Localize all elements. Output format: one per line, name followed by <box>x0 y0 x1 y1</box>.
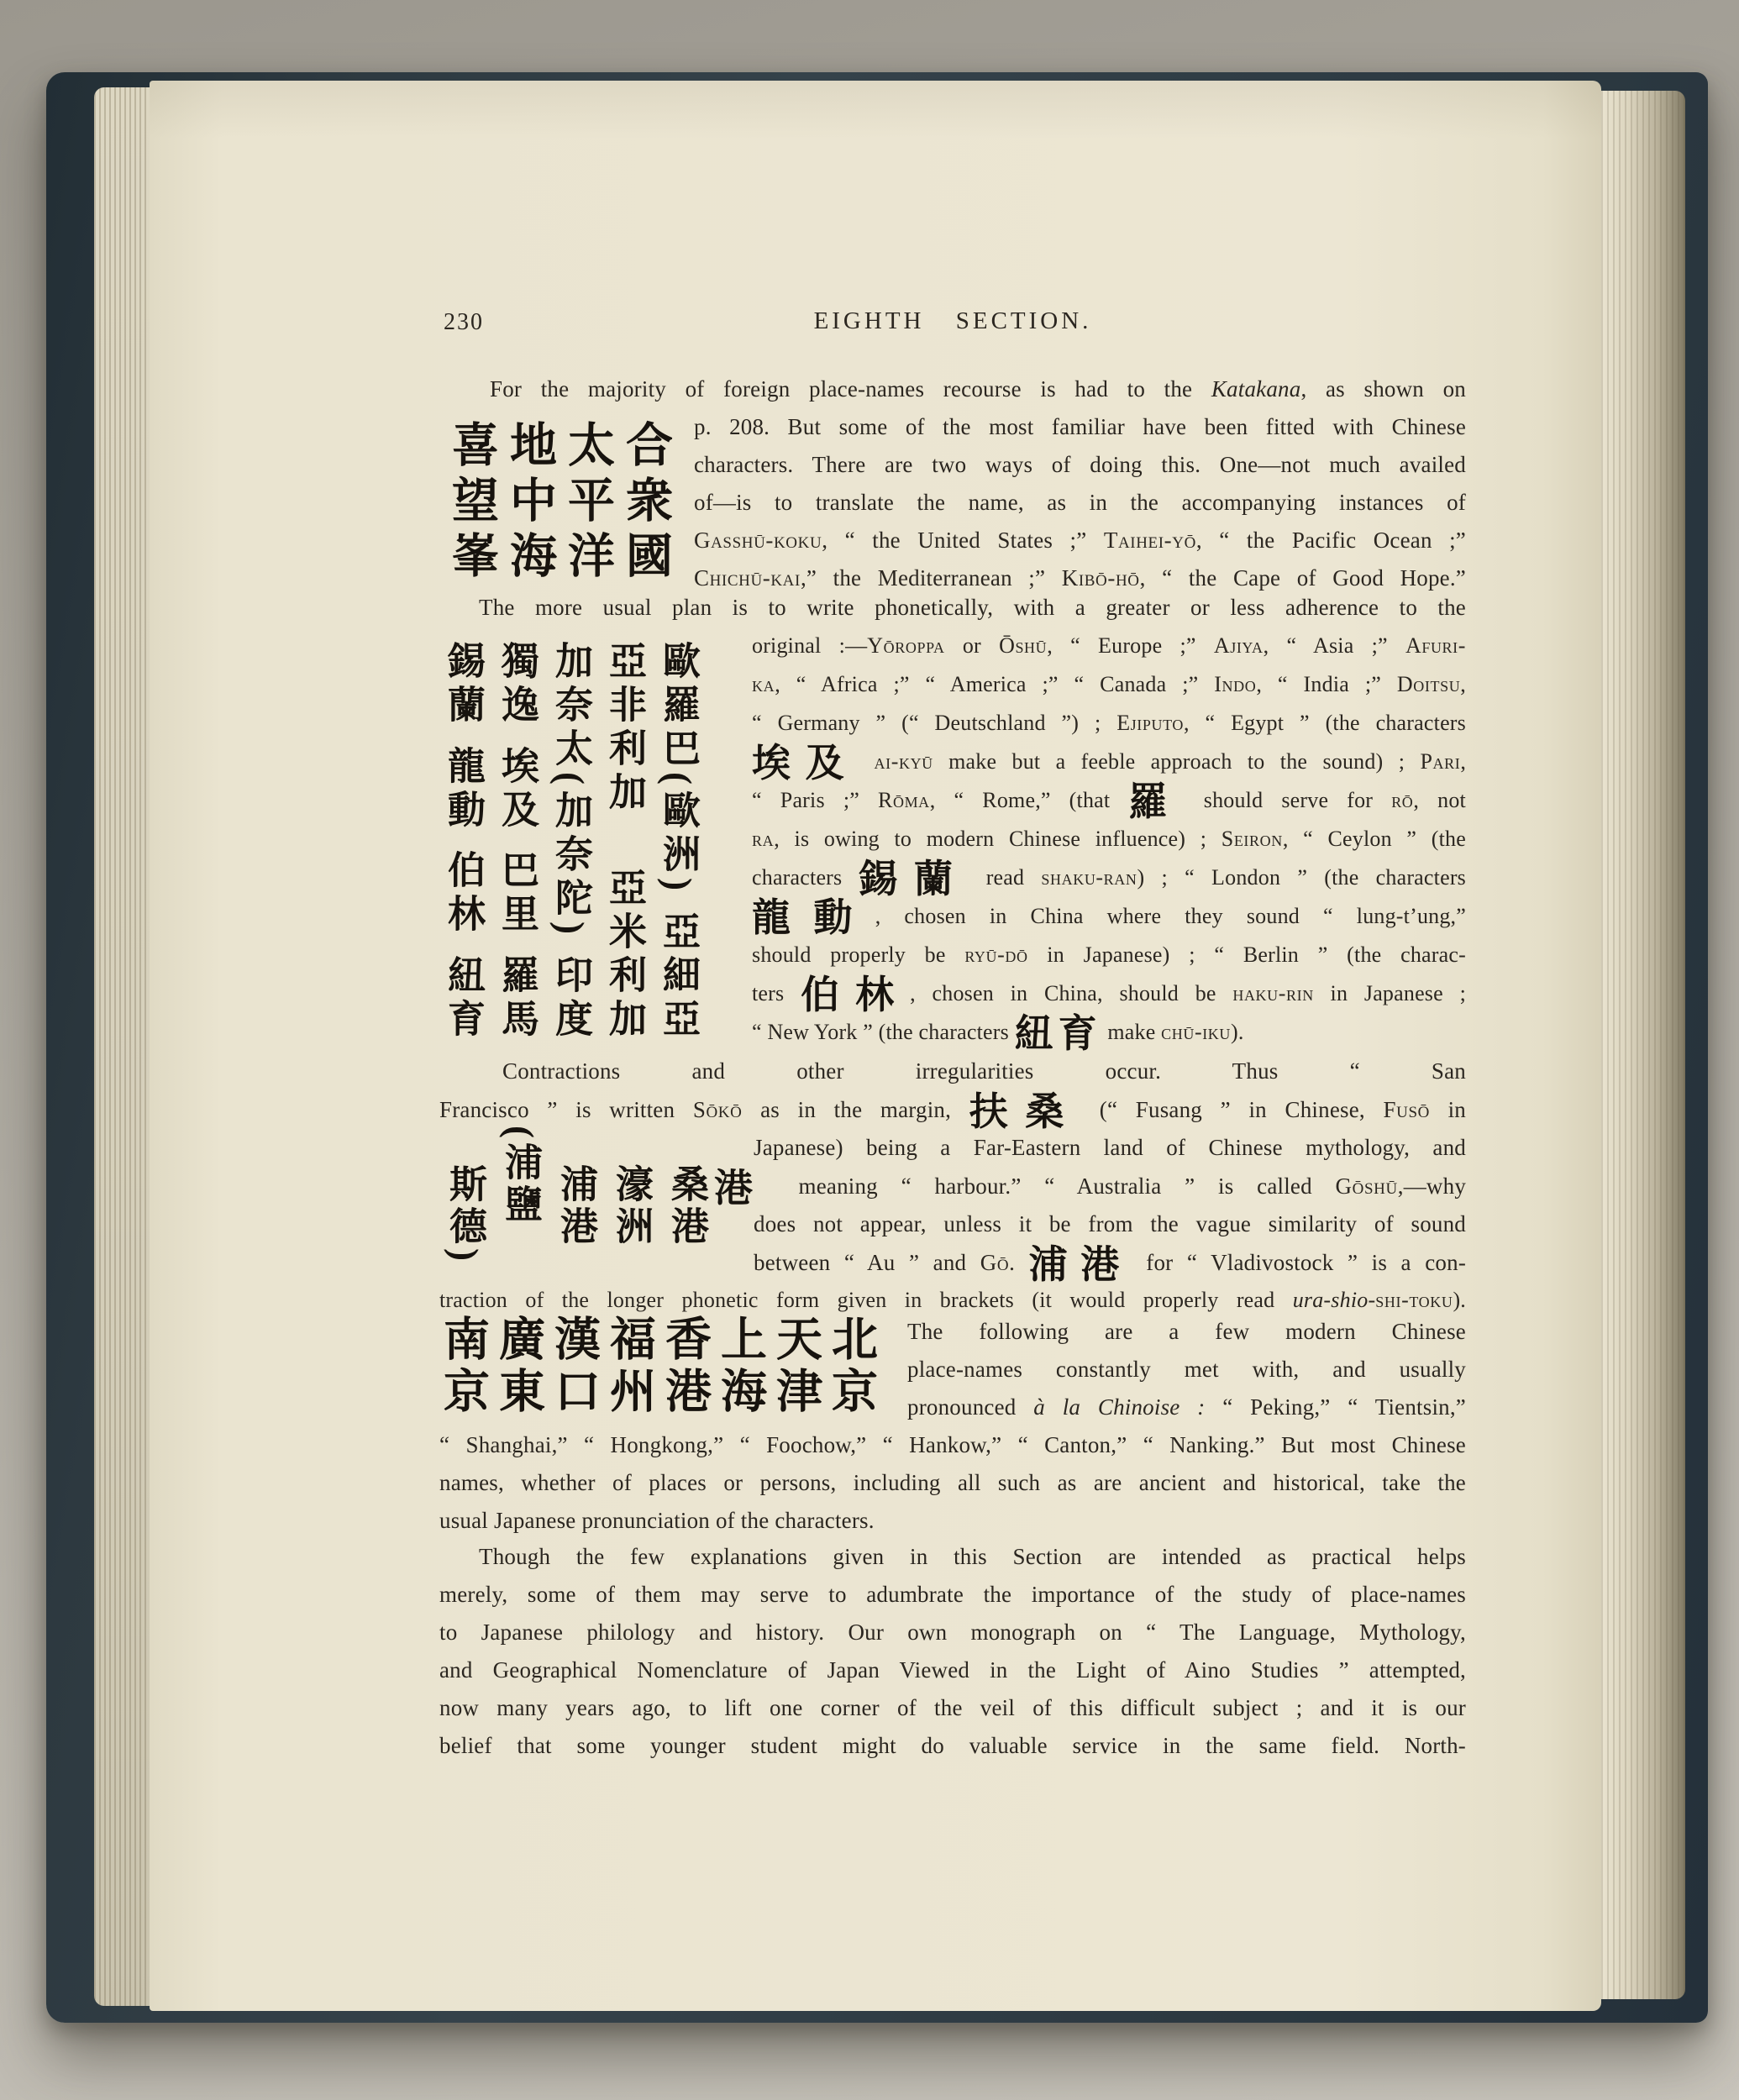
text-segment: , “ India ;” <box>1256 672 1397 696</box>
text-segment: belief that some younger student might do valuable service in the same field. North- <box>439 1733 1466 1758</box>
kanji-group: 喜望峯 <box>445 420 497 586</box>
inline-kanji: 扶桑 <box>969 1089 1082 1133</box>
kanji-group: 太平洋 <box>561 420 613 586</box>
text-segment: does not appear, unless it be from the vague similarity of sound <box>754 1211 1466 1236</box>
paragraph-translated-place-names <box>439 376 1466 603</box>
text-line <box>752 711 1466 749</box>
page-fore-edge-stack <box>94 87 153 2006</box>
kanji-group: 南京 <box>437 1315 488 1419</box>
text-line <box>752 1012 1466 1058</box>
text-segment: , “ Egypt ” (the characters <box>1183 711 1466 735</box>
text-segment: to Japanese philology and history. Our own monograph on “ The Language, Mythology, <box>439 1620 1466 1645</box>
text-line <box>439 1695 1466 1733</box>
kanji-group: 羅馬 <box>496 954 538 1042</box>
text-segment: , is owing to modern Chinese influence) ; <box>774 827 1222 851</box>
kanji-group: 埃及 <box>496 745 538 833</box>
kanji-group: 亞非利加 <box>603 641 645 816</box>
text-segment: - <box>1368 1288 1376 1312</box>
inline-kanji: 龍動 <box>752 896 875 939</box>
text-segment: Ōshū <box>999 633 1048 658</box>
text-segment: place-names constantly met with, and usually <box>907 1357 1466 1382</box>
text-segment: traction of the longer phonetic form given in brackets (it would properly read <box>439 1288 1293 1312</box>
text-segment: ) ; “ London ” (the characters <box>1137 865 1467 890</box>
text-segment: read <box>969 865 1042 890</box>
paragraph-contractions <box>439 1058 1466 1326</box>
text-segment: , chosen in China, should be <box>910 981 1233 1005</box>
text-segment: ai-kyū <box>874 749 933 774</box>
text-segment: , “ Ceylon ” (the <box>1282 827 1466 851</box>
running-head-section-title: EIGHTH SECTION. <box>813 307 1092 334</box>
text-segment: , not <box>1413 788 1466 812</box>
text-line <box>439 1582 1466 1620</box>
text-segment: in Japanese ; <box>1313 981 1466 1005</box>
text-segment: ka <box>752 672 775 696</box>
text-segment: “ Germany ” (“ Deutschland ”) ; <box>752 711 1117 735</box>
text-segment: ters <box>752 981 801 1005</box>
text-line <box>439 1733 1466 1771</box>
text-segment: and Geographical Nomenclature of Japan Viewed in the Light of Aino Studies ” attempted, <box>439 1657 1466 1683</box>
text-segment: meaning “ harbour.” “ Australia ” is called <box>775 1173 1336 1199</box>
text-segment: p. 208. But some of the most familiar have been fitted with Chinese <box>694 414 1466 439</box>
text-segment: ra <box>752 827 775 851</box>
kanji-group: 亞細亞 <box>657 911 699 1042</box>
kanji-group: 加奈太(加奈陀) <box>549 641 591 940</box>
text-segment: Fusō <box>1383 1096 1430 1122</box>
kanji-group: 浦港 <box>554 1164 596 1248</box>
inline-kanji: 港 <box>714 1166 775 1210</box>
text-segment: Though the few explanations given in this Section are intended as practical helps <box>479 1544 1466 1569</box>
text-segment: Kibō-hō <box>1061 565 1140 591</box>
text-line <box>714 1166 1467 1212</box>
text-line <box>752 780 1466 827</box>
text-segment: Taihei-yō <box>1103 528 1196 553</box>
text-segment: , “ the United States ;” <box>822 528 1104 553</box>
text-segment: “ Paris ;” <box>752 788 879 812</box>
text-segment: original :— <box>752 633 868 658</box>
text-segment: , chosen in China where they sound “ lung-t’ung,” <box>875 904 1466 928</box>
text-segment: , “ the Pacific Ocean ;” <box>1195 528 1466 553</box>
text-line <box>752 742 1467 788</box>
kanji-group: 濠洲 <box>610 1164 652 1248</box>
kanji-group: 福州 <box>603 1315 654 1419</box>
text-line <box>439 1508 1466 1546</box>
text-segment: ). <box>1453 1288 1466 1312</box>
text-line <box>907 1357 1466 1394</box>
paragraph-phonetic-place-names <box>439 595 1466 1058</box>
book-page <box>150 81 1601 2011</box>
text-segment: Gasshū-koku <box>694 528 822 553</box>
text-segment: Francisco ” is written <box>439 1096 693 1122</box>
text-segment: Katakana <box>1211 376 1301 402</box>
text-segment: names, whether of places or persons, including all such as are ancient and historical, take the <box>439 1470 1466 1495</box>
text-segment: Indo <box>1214 672 1257 696</box>
text-segment <box>859 749 874 774</box>
text-segment: Afuri- <box>1405 633 1467 658</box>
text-segment: “ Shanghai,” “ Hongkong,” “ Foochow,” “ Hankow,” “ Canton,” “ Nanking.” But most Chinese <box>439 1432 1466 1457</box>
text-line <box>694 528 1466 565</box>
text-segment: , “ Europe ;” <box>1047 633 1214 658</box>
inline-kanji: 羅 <box>1128 780 1185 823</box>
kanji-group: 錫蘭 <box>442 641 484 728</box>
text-segment: . <box>1009 1249 1029 1275</box>
kanji-group: 桑港 <box>665 1164 707 1248</box>
kanji-group: 巴里 <box>496 850 538 938</box>
text-line <box>439 1432 1466 1470</box>
kanji-group: 合衆國 <box>619 420 671 586</box>
kanji-group: 伯林 <box>442 850 484 938</box>
text-line <box>907 1319 1466 1357</box>
text-segment: in <box>1429 1096 1467 1122</box>
text-line <box>907 1394 1466 1432</box>
text-segment: , as shown on <box>1300 376 1466 402</box>
kanji-group: 北京 <box>825 1315 876 1419</box>
kanji-group: 亞米利加 <box>603 868 645 1042</box>
text-segment: à la Chinoise : <box>1033 1394 1206 1420</box>
text-segment: for “ Vladivostock ” is a con- <box>1132 1249 1467 1275</box>
text-segment: usual Japanese pronunciation of the characters. <box>439 1508 875 1533</box>
text-segment: in Japanese) ; “ Berlin ” (the charac- <box>1027 942 1466 967</box>
text-segment: , “ Rome,” (that <box>929 788 1129 812</box>
text-segment: Doitsu <box>1396 672 1461 696</box>
text-line <box>479 595 1466 633</box>
text-segment: characters. There are two ways of doing this. One—not much availed <box>694 452 1466 477</box>
text-line <box>694 490 1466 528</box>
text-segment: Yōroppa <box>867 633 945 658</box>
text-segment: (“ Fusang ” in Chinese, <box>1081 1096 1384 1122</box>
text-segment: should properly be <box>752 942 965 967</box>
text-segment: make <box>1101 1020 1162 1044</box>
text-line <box>479 1544 1466 1582</box>
text-segment: Contractions and other irregularities occur. Thus “ San <box>502 1058 1466 1084</box>
kanji-group: 地中海 <box>503 420 555 586</box>
text-segment: ura-shio <box>1292 1288 1369 1312</box>
text-segment: rō <box>1391 788 1414 812</box>
text-segment: chū-iku <box>1161 1020 1231 1044</box>
text-line <box>754 1242 1467 1289</box>
kanji-group: (浦鹽 <box>499 1126 541 1226</box>
kanji-group: 上海 <box>714 1315 765 1419</box>
text-segment: characters <box>752 865 859 890</box>
text-segment: , “ the Cape of Good Hope.” <box>1139 565 1466 591</box>
text-segment: Sōkō <box>692 1096 743 1122</box>
text-segment: haku-rin <box>1232 981 1314 1005</box>
text-segment: ). <box>1231 1020 1244 1044</box>
inline-kanji: 伯林 <box>801 974 911 1016</box>
text-line <box>694 452 1466 490</box>
text-segment: , <box>1460 749 1467 774</box>
text-segment: make but a feeble approach to the sound) ; <box>933 749 1421 774</box>
text-segment: ,—why <box>1397 1173 1467 1199</box>
text-line <box>752 974 1466 1020</box>
text-segment: “ New York ” (the characters <box>752 1020 1015 1044</box>
text-segment: “ Peking,” “ Tientsin,” <box>1205 1394 1466 1420</box>
kanji-group: 獨逸 <box>496 641 538 728</box>
inline-kanji: 埃及 <box>752 742 859 785</box>
inline-kanji: 紐育 <box>1014 1012 1102 1055</box>
text-segment: Japanese) being a Far-Eastern land of Chinese mythology, and <box>754 1135 1466 1160</box>
inline-kanji: 錫蘭 <box>859 858 969 900</box>
kanji-group: 紐育 <box>442 954 484 1042</box>
paragraph-closing-remarks <box>439 1544 1466 1771</box>
text-segment: Seiron <box>1221 827 1283 851</box>
text-segment: Rōma <box>878 788 930 812</box>
text-line <box>439 1470 1466 1508</box>
kanji-group: 天津 <box>770 1315 821 1419</box>
text-segment: Ejiputo <box>1116 711 1184 735</box>
text-segment: shi-toku <box>1375 1288 1453 1312</box>
paragraph-chinese-place-names <box>439 1319 1466 1546</box>
text-line <box>752 633 1466 672</box>
text-segment: Gō <box>980 1249 1010 1275</box>
text-segment: , <box>1460 672 1466 696</box>
text-segment: now many years ago, to lift one corner of the veil of this difficult subject ; and it is our <box>439 1695 1466 1720</box>
text-line <box>754 1135 1466 1173</box>
text-segment: Pari <box>1420 749 1461 774</box>
text-segment: pronounced <box>907 1394 1034 1420</box>
inline-kanji: 浦港 <box>1028 1242 1132 1286</box>
text-segment: or <box>944 633 1000 658</box>
text-line <box>439 1089 1467 1136</box>
text-segment: ryū-dō <box>964 942 1028 967</box>
kanji-group: 香港 <box>659 1315 710 1419</box>
kanji-group: 龍動 <box>442 745 484 833</box>
text-segment: Ajiya <box>1213 633 1264 658</box>
adjacent-page-edge <box>1601 91 1685 1999</box>
kanji-group: 斯德) <box>444 1164 486 1265</box>
text-line <box>694 414 1466 452</box>
text-segment: as in the margin, <box>742 1096 969 1122</box>
text-line <box>439 1620 1466 1657</box>
text-segment: The following are a few modern Chinese <box>907 1319 1466 1344</box>
text-segment: merely, some of them may serve to adumbrate the importance of the study of place-names <box>439 1582 1466 1607</box>
page-number: 230 <box>444 309 484 335</box>
text-line <box>439 1657 1466 1695</box>
text-segment: Gōshū <box>1335 1173 1398 1199</box>
text-line <box>490 376 1466 414</box>
text-segment: For the majority of foreign place-names recourse is had to the <box>490 376 1211 402</box>
text-segment: , “ Africa ;” “ America ;” “ Canada ;” <box>775 672 1215 696</box>
kanji-group: 漢口 <box>548 1315 599 1419</box>
text-segment: of—is to translate the name, as in the accompanying instances of <box>694 490 1466 515</box>
text-segment: ,” the Mediterranean ;” <box>800 565 1062 591</box>
text-segment: The more usual plan is to write phonetically, with a greater or less adherence to the <box>479 595 1466 620</box>
text-segment: should serve for <box>1185 788 1392 812</box>
kanji-group: 印度 <box>549 955 591 1042</box>
text-line <box>752 896 1466 942</box>
kanji-group: 廣東 <box>492 1315 544 1419</box>
kanji-group: 歐羅巴(歐洲) <box>657 641 699 896</box>
text-segment: shaku-ran <box>1041 865 1137 890</box>
text-segment: Chichū-kai <box>694 565 801 591</box>
text-segment: between “ Au ” and <box>754 1249 980 1275</box>
text-line <box>752 672 1466 711</box>
text-segment: , “ Asia ;” <box>1263 633 1405 658</box>
